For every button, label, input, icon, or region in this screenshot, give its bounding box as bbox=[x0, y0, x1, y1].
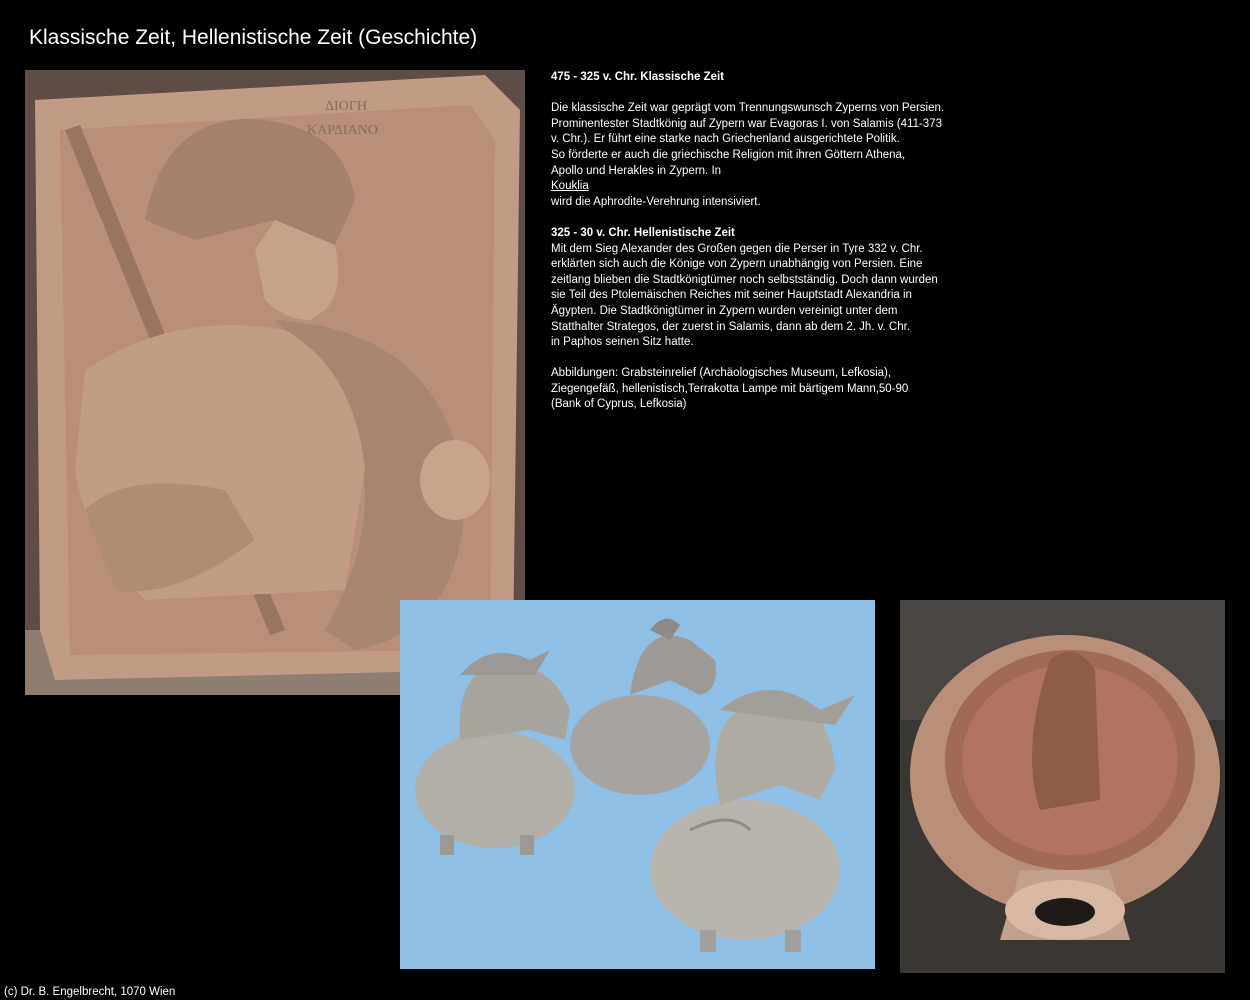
kouklia-link[interactable]: Kouklia bbox=[551, 180, 589, 193]
text-line: v. Chr.). Er führt eine starke nach Griechenland ausgerichtete Politik. bbox=[551, 133, 900, 146]
text-line: So förderte er auch die griechische Religion mit ihren Göttern Athena, bbox=[551, 148, 906, 161]
text-line: Mit dem Sieg Alexander des Großen gegen die Perser in Tyre 332 v. Chr. bbox=[551, 242, 923, 255]
image-captions bbox=[551, 366, 971, 413]
section-classic-heading: 475 - 325 v. Chr. Klassische Zeit bbox=[551, 71, 725, 83]
section-classic-body bbox=[551, 101, 971, 210]
text-line: Statthalter Strategos, der zuerst in Salamis, dann ab dem 2. Jh. v. Chr. bbox=[551, 320, 911, 333]
text-line: Prominentester Stadtkönig auf Zypern war Evagoras I. von Salamis (411-373 bbox=[551, 117, 942, 130]
relief-inscription-line-1: ΔΙΟΓΗ bbox=[325, 99, 367, 114]
goat-vessels-image bbox=[400, 600, 875, 969]
text-line: zeitlang blieben die Stadtkönigtümer noch selbstständig. Doch dann wurden bbox=[551, 273, 938, 286]
caption-line: (Bank of Cyprus, Lefkosia) bbox=[551, 398, 687, 411]
caption-line: Ziegengefäß, hellenistisch,Terrakotta Lampe mit bärtigem Mann,50-90 bbox=[551, 382, 909, 395]
text-line: Die klassische Zeit war geprägt vom Trennungswunsch Zyperns von Persien. bbox=[551, 102, 945, 115]
page-title: Klassische Zeit, Hellenistische Zeit (Geschichte) bbox=[29, 26, 478, 49]
caption-line: Abbildungen: Grabsteinrelief (Archäologisches Museum, Lefkosia), bbox=[551, 367, 892, 380]
copyright-footer: (c) Dr. B. Engelbrecht, 1070 Wien bbox=[4, 986, 176, 998]
text-line: in Paphos seinen Sitz hatte. bbox=[551, 336, 694, 349]
text-line: Ägypten. Die Stadtkönigtümer in Zypern wurden vereinigt unter dem bbox=[551, 304, 898, 317]
text-line: sie Teil des Ptolemäischen Reiches mit seiner Hauptstadt Alexandria in bbox=[551, 289, 912, 302]
section-hellenistic bbox=[551, 226, 971, 351]
section-classic bbox=[551, 70, 971, 86]
section-hellenistic-heading: 325 - 30 v. Chr. Hellenistische Zeit bbox=[551, 226, 735, 239]
relief-inscription-line-2: ΚΑΡΔΙΑΝΟ bbox=[307, 123, 378, 138]
text-line: wird die Aphrodite-Verehrung intensiviert. bbox=[551, 195, 761, 208]
text-line: Apollo und Herakles in Zypern. In bbox=[551, 164, 722, 177]
history-text bbox=[551, 70, 971, 429]
terracotta-lamp-image bbox=[900, 600, 1225, 973]
text-line: erklärten sich auch die Könige von Zypern unabhängig von Persien. Eine bbox=[551, 258, 923, 271]
